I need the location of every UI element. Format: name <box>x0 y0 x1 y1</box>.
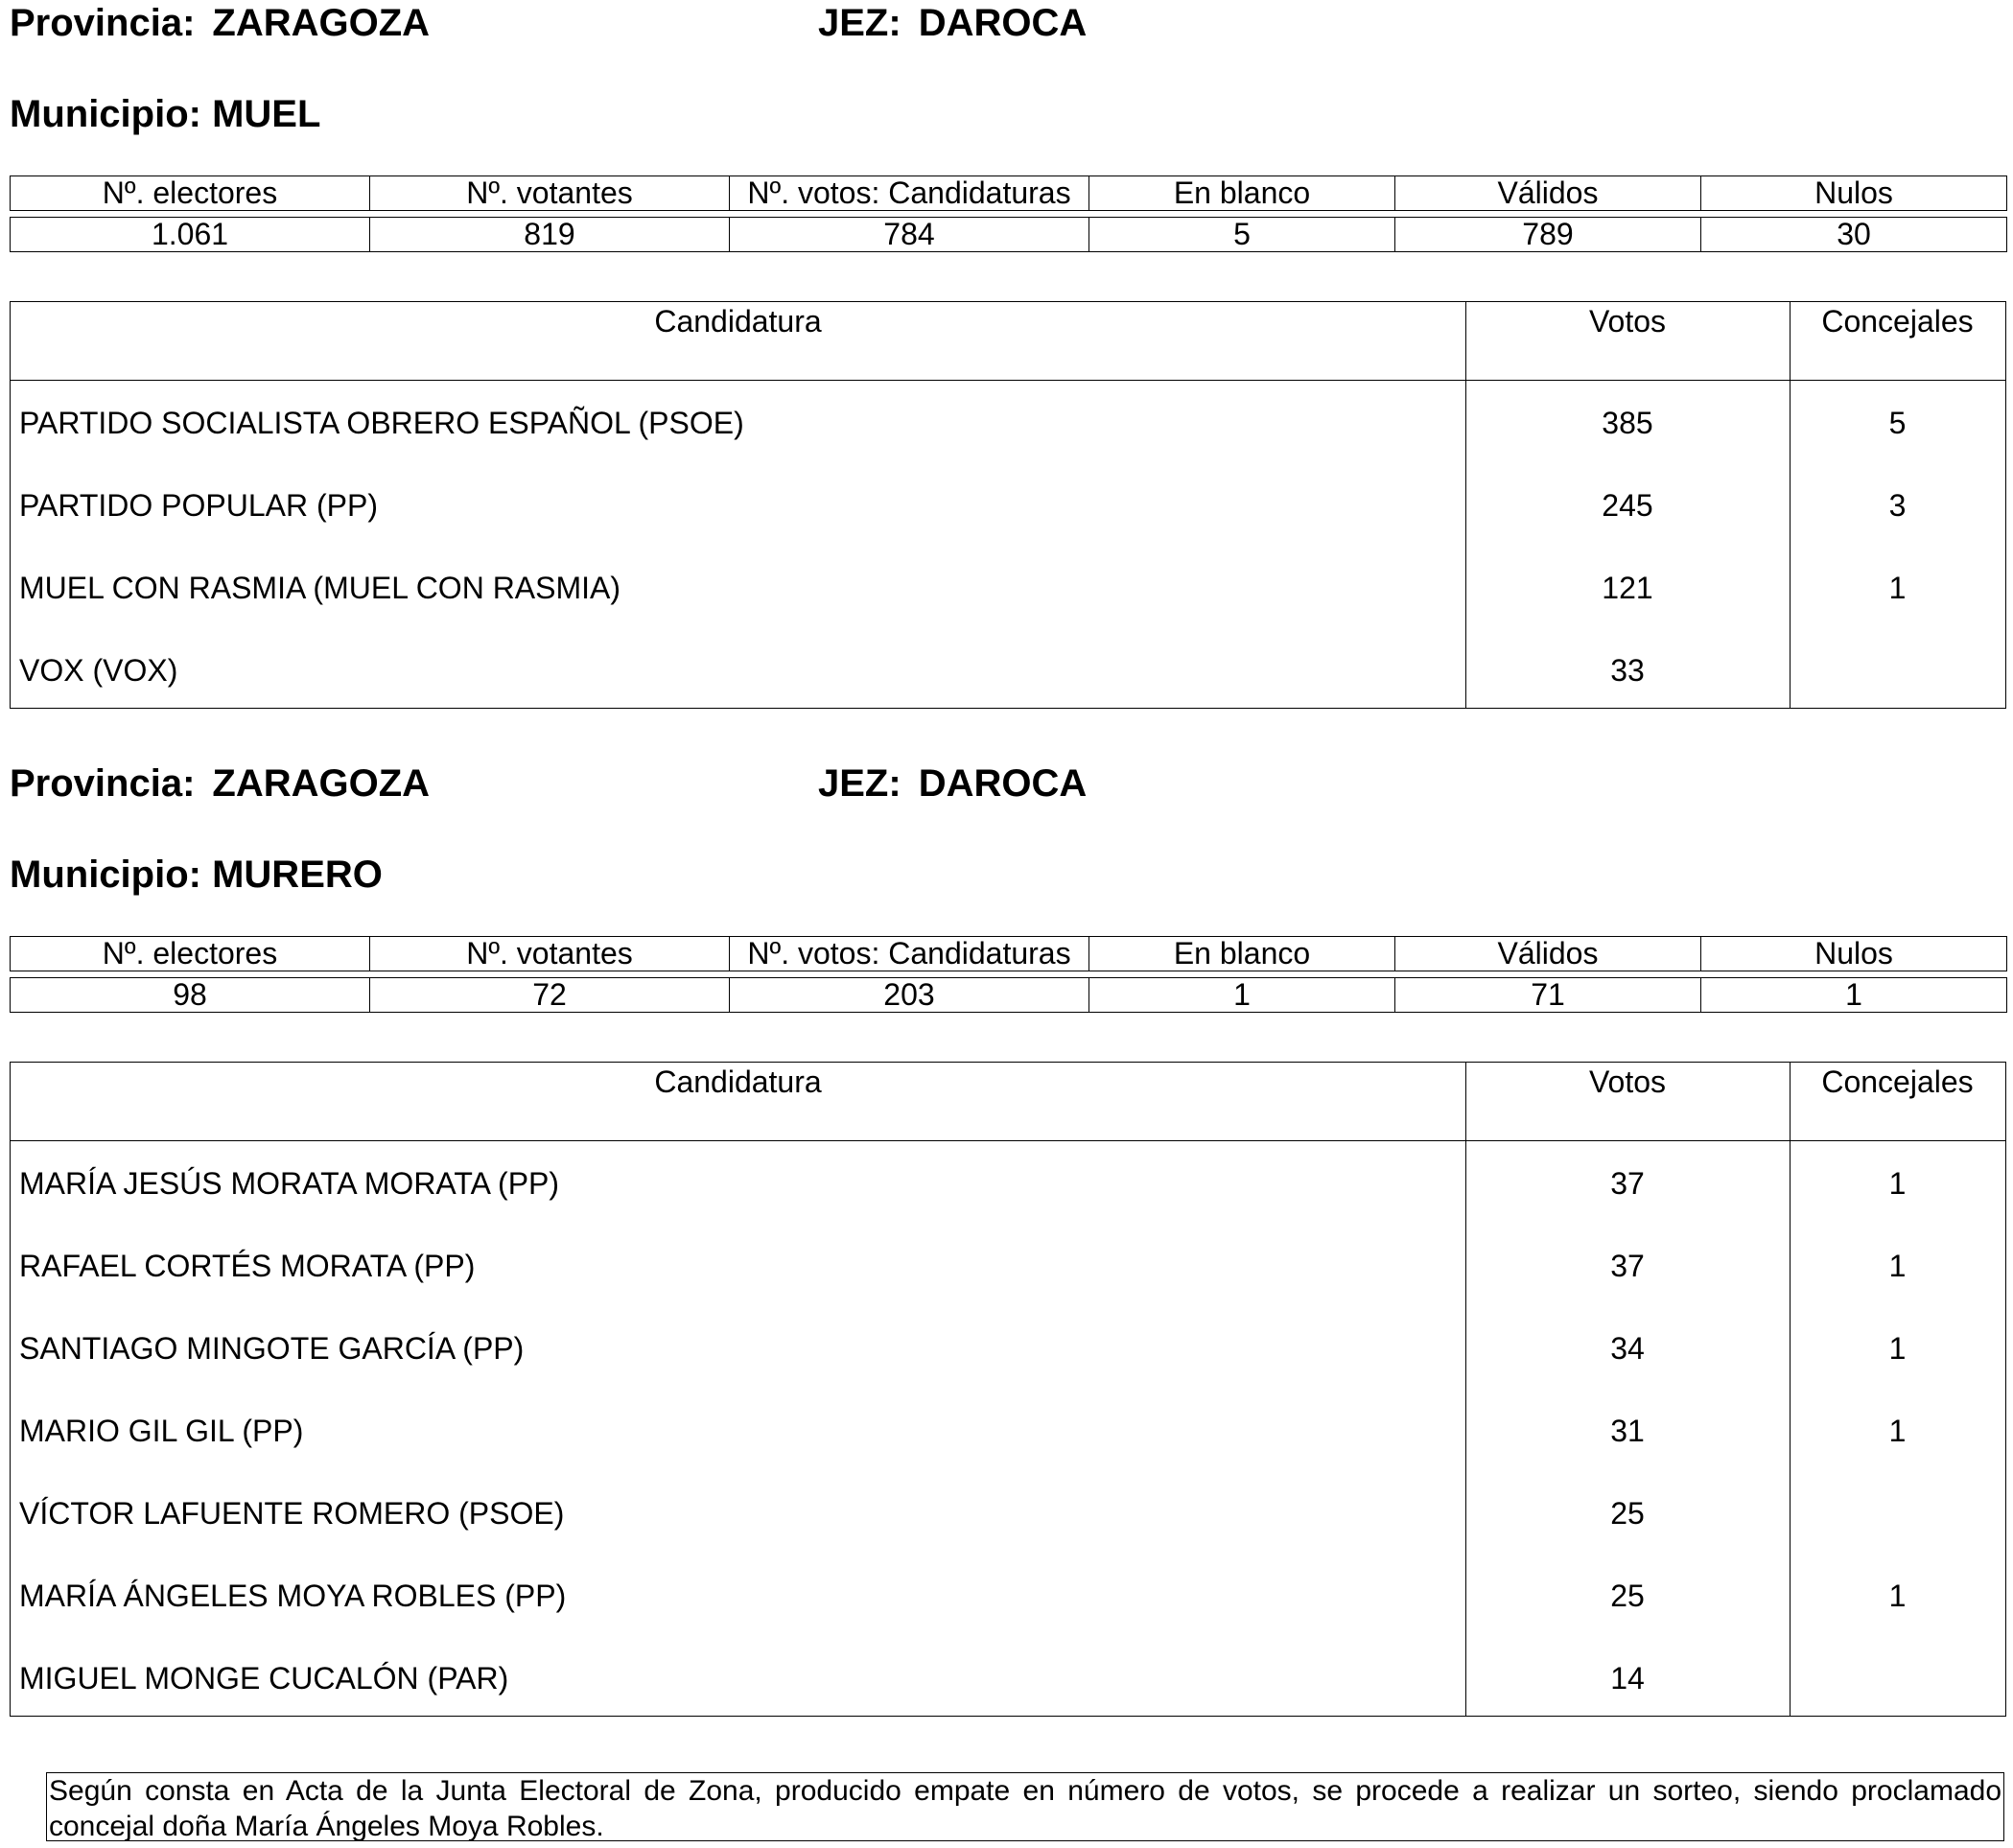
summary-header-row <box>11 176 2007 211</box>
candidate-row <box>11 547 2005 629</box>
header-candidatura: Candidatura <box>654 304 822 339</box>
municipio-heading <box>10 93 320 135</box>
header-divider <box>11 380 2005 381</box>
summary-table <box>10 936 2007 1013</box>
candidate-name: RAFAEL CORTÉS MORATA (PP) <box>19 1249 476 1283</box>
municipio-value: MURERO <box>212 854 383 896</box>
candidate-votes: 34 <box>1610 1331 1645 1366</box>
municipio-label: Municipio: <box>10 93 201 135</box>
candidate-name: VOX (VOX) <box>19 653 178 688</box>
header-votos-candidaturas: Nº. votos: Candidaturas <box>730 937 1089 971</box>
candidates-table <box>10 301 2006 709</box>
provincia-heading <box>10 2 430 44</box>
value-votantes: 819 <box>370 218 730 252</box>
candidate-name: MARÍA ÁNGELES MOYA ROBLES (PP) <box>19 1579 567 1613</box>
candidate-votes: 121 <box>1602 571 1653 605</box>
header-en-blanco: En blanco <box>1089 937 1395 971</box>
candidate-votes: 245 <box>1602 488 1653 523</box>
municipio-heading <box>10 854 383 896</box>
candidate-votes: 14 <box>1610 1661 1645 1696</box>
candidate-concejales: 5 <box>1888 406 1907 440</box>
header-candidatura: Candidatura <box>654 1064 822 1099</box>
candidate-name: PARTIDO POPULAR (PP) <box>19 488 378 523</box>
candidate-votes: 37 <box>1610 1249 1645 1283</box>
header-votos: Votos <box>1588 304 1667 339</box>
summary-header-row <box>11 937 2007 971</box>
value-votos-candidaturas: 784 <box>730 218 1089 252</box>
candidate-concejales: 1 <box>1888 1331 1907 1366</box>
jez-value: DAROCA <box>918 762 1088 805</box>
candidate-concejales: 1 <box>1888 1249 1907 1283</box>
candidate-votes: 385 <box>1602 406 1653 440</box>
summary-table <box>10 175 2007 252</box>
candidate-votes: 25 <box>1610 1579 1645 1613</box>
header-votantes: Nº. votantes <box>370 176 730 211</box>
candidate-row <box>11 1555 2005 1637</box>
header-votos-candidaturas: Nº. votos: Candidaturas <box>730 176 1089 211</box>
header-divider <box>11 1140 2005 1141</box>
provincia-value: ZARAGOZA <box>212 762 431 805</box>
jez-heading <box>818 2 1087 44</box>
candidate-votes: 37 <box>1610 1166 1645 1201</box>
header-nulos: Nulos <box>1701 176 2007 211</box>
header-concejales: Concejales <box>1821 304 1974 339</box>
candidate-name: MUEL CON RASMIA (MUEL CON RASMIA) <box>19 571 621 605</box>
tie-break-note: Según consta en Acta de la Junta Electoral de Zona, producido empate en número de votos, se procede a realizar un sorteo, siendo proclamado concejal doña María Ángeles Moya Robles. <box>46 1772 2004 1841</box>
candidate-votes: 25 <box>1610 1496 1645 1531</box>
header-concejales: Concejales <box>1821 1064 1974 1099</box>
candidate-name: MIGUEL MONGE CUCALÓN (PAR) <box>19 1661 509 1696</box>
candidate-concejales: 1 <box>1888 1579 1907 1613</box>
candidate-row <box>11 464 2005 547</box>
provincia-value: ZARAGOZA <box>212 2 431 44</box>
header-validos: Válidos <box>1395 937 1701 971</box>
header-electores: Nº. electores <box>11 937 370 971</box>
candidate-row <box>11 629 2005 712</box>
candidate-row <box>11 1225 2005 1307</box>
municipio-value: MUEL <box>212 93 321 135</box>
provincia-label: Provincia: <box>10 762 196 805</box>
value-electores: 1.061 <box>11 218 370 252</box>
value-validos: 789 <box>1395 218 1701 252</box>
value-en-blanco: 1 <box>1089 978 1395 1013</box>
candidate-row <box>11 1637 2005 1719</box>
provincia-label: Provincia: <box>10 2 196 44</box>
candidate-name: SANTIAGO MINGOTE GARCÍA (PP) <box>19 1331 525 1366</box>
summary-gap <box>11 211 2007 218</box>
candidate-concejales: 3 <box>1888 488 1907 523</box>
provincia-heading <box>10 762 430 805</box>
header-electores: Nº. electores <box>11 176 370 211</box>
municipio-section-muel <box>0 0 2013 710</box>
candidate-concejales: 1 <box>1888 1166 1907 1201</box>
header-votos: Votos <box>1588 1064 1667 1099</box>
jez-heading <box>818 762 1087 805</box>
municipio-section-murero <box>0 760 2013 1719</box>
value-votantes: 72 <box>370 978 730 1013</box>
candidate-concejales: 1 <box>1888 571 1907 605</box>
header-validos: Válidos <box>1395 176 1701 211</box>
header-nulos: Nulos <box>1701 937 2007 971</box>
summary-gap <box>11 971 2007 978</box>
jez-label: JEZ: <box>818 2 901 44</box>
candidate-concejales: 1 <box>1888 1414 1907 1448</box>
jez-value: DAROCA <box>918 2 1088 44</box>
summary-value-row <box>11 978 2007 1013</box>
summary-value-row <box>11 218 2007 252</box>
value-nulos: 30 <box>1701 218 2007 252</box>
candidate-name: VÍCTOR LAFUENTE ROMERO (PSOE) <box>19 1496 565 1531</box>
candidate-name: PARTIDO SOCIALISTA OBRERO ESPAÑOL (PSOE) <box>19 406 744 440</box>
value-votos-candidaturas: 203 <box>730 978 1089 1013</box>
candidate-row <box>11 382 2005 464</box>
municipio-label: Municipio: <box>10 854 201 896</box>
value-nulos: 1 <box>1701 978 2007 1013</box>
candidate-name: MARIO GIL GIL (PP) <box>19 1414 304 1448</box>
value-validos: 71 <box>1395 978 1701 1013</box>
candidate-row <box>11 1307 2005 1390</box>
candidate-votes: 31 <box>1610 1414 1645 1448</box>
candidate-row <box>11 1390 2005 1472</box>
candidate-name: MARÍA JESÚS MORATA MORATA (PP) <box>19 1166 560 1201</box>
candidates-table <box>10 1062 2006 1717</box>
header-en-blanco: En blanco <box>1089 176 1395 211</box>
value-electores: 98 <box>11 978 370 1013</box>
header-votantes: Nº. votantes <box>370 937 730 971</box>
candidate-row <box>11 1472 2005 1555</box>
candidate-votes: 33 <box>1610 653 1645 688</box>
jez-label: JEZ: <box>818 762 901 805</box>
candidate-row <box>11 1142 2005 1225</box>
value-en-blanco: 5 <box>1089 218 1395 252</box>
